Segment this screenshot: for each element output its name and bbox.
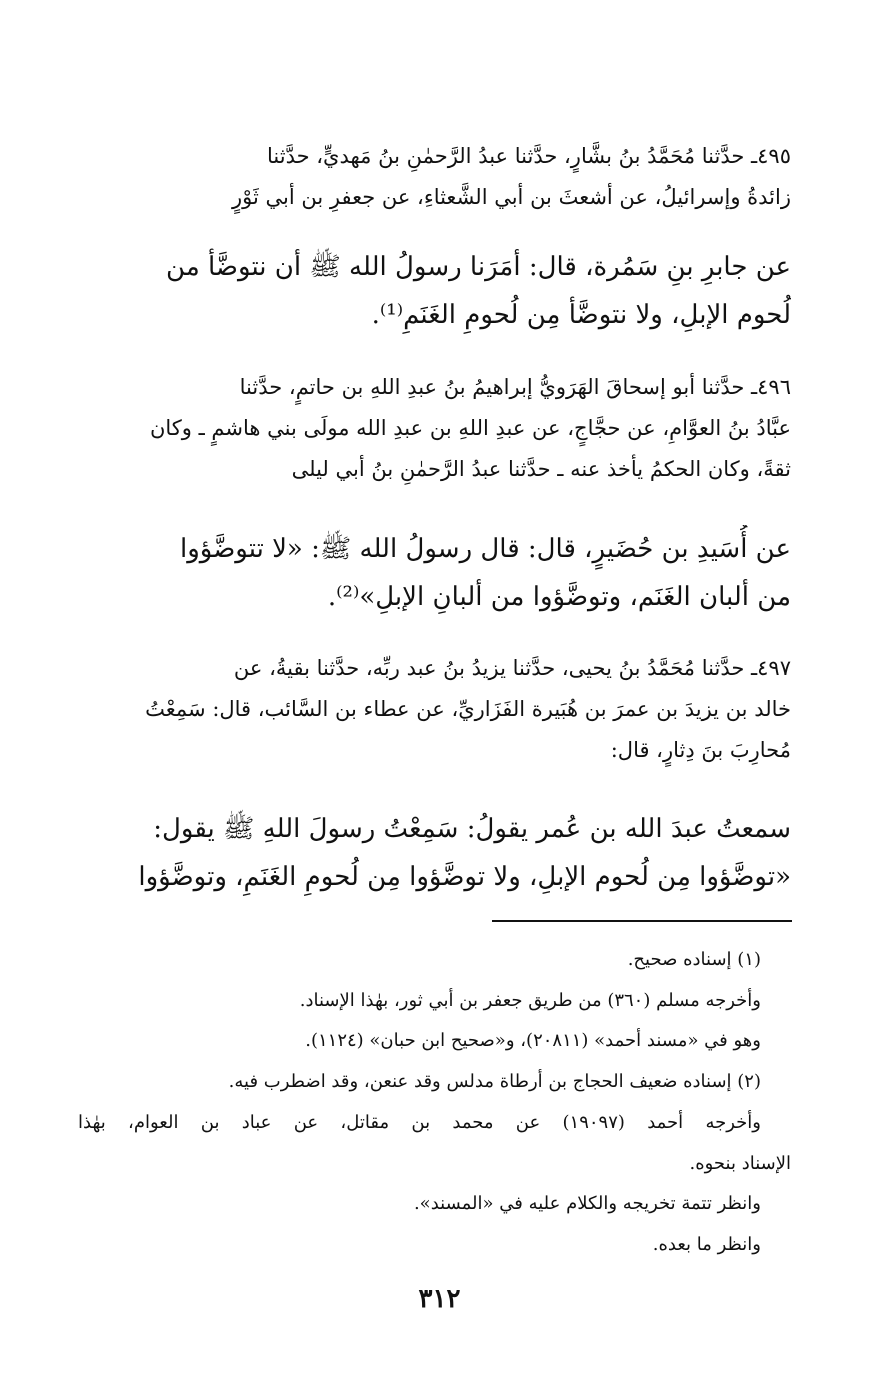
text-line: سمعتُ عبدَ الله بن عُمر يقولُ: سَمِعْتُ رسولَ اللهِ ﷺ يقول:: [153, 814, 791, 844]
footnote-line: الإسناد بنحوه.: [689, 1153, 791, 1174]
text-line: مُحارِبَ بنَ دِثارٍ، قال:: [610, 738, 791, 762]
text-line: ٤٩٦ـ حدَّثنا أبو إسحاقَ الهَرَويُّ إبراهيمُ بنُ عبدِ اللهِ بن حاتمٍ، حدَّثنا: [239, 375, 791, 399]
footnote-line: (٢) إسناده ضعيف الحجاج بن أرطاة مدلس وقد عنعن، وقد اضطرب فيه.: [228, 1071, 761, 1092]
footnote-line: وهو في «مسند أحمد» (٢٠٨١١)، و«صحيح ابن حبان» (١١٢٤).: [305, 1030, 761, 1051]
text-line: ثقةً، وكان الحكمُ يأخذ عنه ـ حدَّثنا عبدُ الرَّحمٰنِ بنُ أبي ليلى: [291, 457, 791, 481]
footnote-line: وأخرجه أحمد (١٩٠٩٧) عن محمد بن مقاتل، عن عباد بن العوام، بهٰذا: [78, 1112, 761, 1133]
hadith-496-isnad: [78, 367, 791, 490]
footnote-line: (١) إسناده صحيح.: [627, 949, 761, 970]
footnote-separator: [492, 920, 792, 922]
footnote-line: وانظر تتمة تخريجه والكلام عليه في «المسند».: [413, 1193, 761, 1214]
text-line: خالد بن يزيدَ بن عمرَ بن هُبَيرة الفَزَاريِّ، عن عطاء بن السَّائب، قال: سَمِعْتُ: [145, 697, 791, 721]
text-line: عن جابرِ بنِ سَمُرة، قال: أمَرَنا رسولُ الله ﷺ أن نتوضَّأ من: [166, 252, 791, 282]
hadith-495-isnad: [78, 136, 791, 218]
hadith-497-matn: [78, 805, 791, 901]
footnote-line: وانظر ما بعده.: [652, 1234, 761, 1255]
text-line: زائدةُ وإسرائيلُ، عن أشعثَ بن أبي الشَّعثاءِ، عن جعفرِ بن أبي ثَوْرٍ: [231, 185, 791, 209]
footnote-line: وأخرجه مسلم (٣٦٠) من طريق جعفر بن أبي ثور، بهٰذا الإسناد.: [299, 990, 761, 1011]
hadith-496-matn: [78, 525, 791, 621]
text-line: من ألبان الغَنَم، وتوضَّؤوا من ألبانِ الإبلِ»⁽²⁾.: [327, 582, 791, 612]
text-line: «توضَّؤوا مِن لُحوم الإبلِ، ولا توضَّؤوا مِن لُحومِ الغَنَمِ، وتوضَّؤوا: [138, 862, 791, 892]
text-line: عن أُسَيدِ بن حُضَيرٍ، قال: قال رسولُ الله ﷺ: «لا تتوضَّؤوا: [180, 534, 791, 564]
text-line: عبَّادُ بنُ العوَّامِ، عن حجَّاجٍ، عن عبدِ اللهِ بن عبدِ الله مولَى بني هاشمٍ ـ وكان: [149, 416, 791, 440]
text-line: ٤٩٥ـ حدَّثنا مُحَمَّدُ بنُ بشَّارٍ، حدَّثنا عبدُ الرَّحمٰنِ بنُ مَهديٍّ، حدَّثنا: [266, 144, 791, 168]
hadith-495-matn: [78, 243, 791, 339]
page-number: ٣١٢: [418, 1284, 461, 1314]
hadith-497-isnad: [78, 648, 791, 771]
text-line: ٤٩٧ـ حدَّثنا مُحَمَّدُ بنُ يحيى، حدَّثنا يزيدُ بنُ عبد ربِّه، حدَّثنا بقيةُ، عن: [233, 656, 791, 680]
text-line: لُحوم الإبلِ، ولا نتوضَّأ مِن لُحومِ الغَنَمِ⁽¹⁾.: [371, 300, 791, 330]
